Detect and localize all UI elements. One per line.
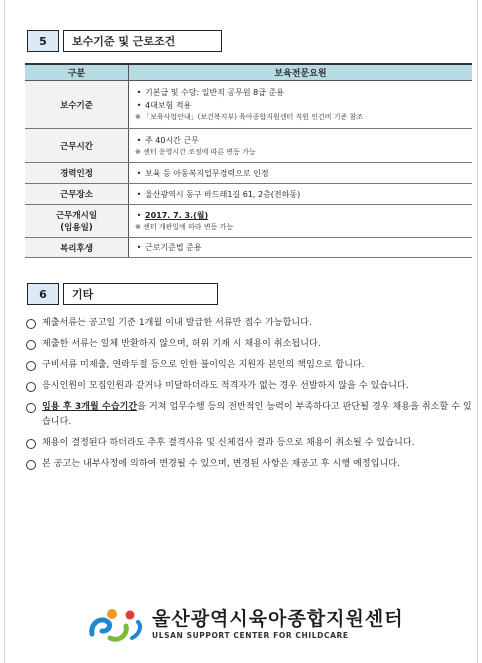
list-item-text: 응시인원이 모집인원과 같거나 미달하더라도 적격자가 없는 경우 선발하지 않을 수 있습니다. [42,381,409,391]
row-label: 복리후생 [25,238,129,258]
bullet-icon: • [136,211,142,220]
organization-logo [88,604,418,644]
notice-list [25,316,472,478]
organization-name-english: ULSAN SUPPORT CENTER FOR CHILDCARE [152,630,349,640]
bullet-text: 근로기준법 준용 [145,243,202,252]
row-note: ※ 센터 운영시간 조정에 따른 변동 가능 [135,147,256,156]
table-row-salary [25,81,472,129]
list-item-text: 본 공고는 내부사정에 의하여 변경될 수 있으며, 변경된 사항은 재공고 후 시행 예정입니다. [42,459,401,469]
organization-name-korean: 울산광역시육아종합지원센터 [152,607,404,630]
center-logo-icon [88,604,146,644]
row-label: 근무시간 [25,129,129,163]
circle-bullet-icon [26,382,36,392]
table-row-work-hours [25,129,472,163]
list-item-rest: 을 거쳐 업무수행 등의 전반적인 능력이 부족하다고 판단될 경우 채용을 취소할 수 있습니다. [42,402,472,427]
list-item-text: 제출서류는 공고일 기준 1개월 이내 발급한 서류만 접수 가능합니다. [42,318,312,328]
row-label: 경력인정 [25,163,129,184]
bullet-icon: • [136,88,142,97]
list-item-text: 제출한 서류는 일체 반환하지 않으며, 허위 기재 시 채용이 취소됩니다. [42,339,321,349]
section-title: 기타 [63,283,218,305]
circle-bullet-icon [26,319,36,329]
list-item [25,457,472,472]
emphasis-text: 임용 후 3개월 수습기간 [42,402,138,412]
bullet-text: 울산광역시 동구 바드래1길 61, 2층(전하동) [145,189,301,199]
bullet-text: 2017. 7. 3.(월) [145,211,209,220]
row-content [129,238,473,258]
row-label-line: 근무개시일 [55,211,98,221]
circle-bullet-icon [26,361,36,371]
bullet-icon: • [136,135,142,145]
list-item [25,337,472,352]
bullet-icon: • [136,243,142,252]
table-row-benefits [25,238,472,258]
bullet-text: 기본급 및 수당: 일반직 공무원 8급 준용 [145,88,284,97]
row-content [129,81,473,129]
column-header-category: 구분 [25,64,129,81]
section-title: 보수기준 및 근로조건 [63,30,222,52]
row-content [129,184,473,205]
row-label: 근무장소 [25,184,129,205]
table-row-start-date [25,205,472,238]
page-right-border [477,0,478,663]
row-label [25,205,129,238]
row-note: ※ 「보육사업안내」(보건복지부) 육아종합지원센터 직원 인건비 기준 참조 [135,113,364,121]
list-item-text: 구비서류 미제출, 연락두절 등으로 인한 불이익은 지원자 본인의 책임으로 합니다. [42,360,365,370]
table-row-career [25,163,472,184]
column-header-position: 보육전문요원 [129,64,473,81]
row-note: ※ 센터 개관일에 따라 변동 가능 [135,223,234,231]
section-6-heading [27,283,218,305]
bullet-text: 4대보험 적용 [145,101,192,110]
circle-bullet-icon [26,403,36,413]
conditions-table [25,63,472,258]
bullet-icon: • [136,168,142,178]
list-item [25,436,472,451]
logo-text [152,608,404,641]
row-content [129,205,473,238]
page-left-border [4,0,5,663]
row-content [129,129,473,163]
bullet-icon: • [136,189,142,199]
section-number: 5 [27,30,59,52]
circle-bullet-icon [26,439,36,449]
list-item-text [42,400,472,430]
row-label-line: (임용일) [60,223,93,233]
list-item [25,358,472,373]
table-header-row [25,64,472,81]
list-item [25,400,472,430]
row-label: 보수기준 [25,81,129,129]
circle-bullet-icon [26,460,36,470]
list-item [25,316,472,331]
bullet-icon: • [136,101,142,110]
list-item-text: 채용이 결정된다 하더라도 추후 결격사유 및 신체검사 결과 등으로 채용이 취소될 수 있습니다. [42,438,415,448]
table-row-location [25,184,472,205]
bullet-text: 주 40시간 근무 [145,135,199,145]
row-content [129,163,473,184]
section-number: 6 [27,283,59,305]
list-item [25,379,472,394]
section-5-heading [27,30,222,52]
bullet-text: 보육 등 아동복지업무경력으로 인정 [145,168,269,178]
circle-bullet-icon [26,340,36,350]
